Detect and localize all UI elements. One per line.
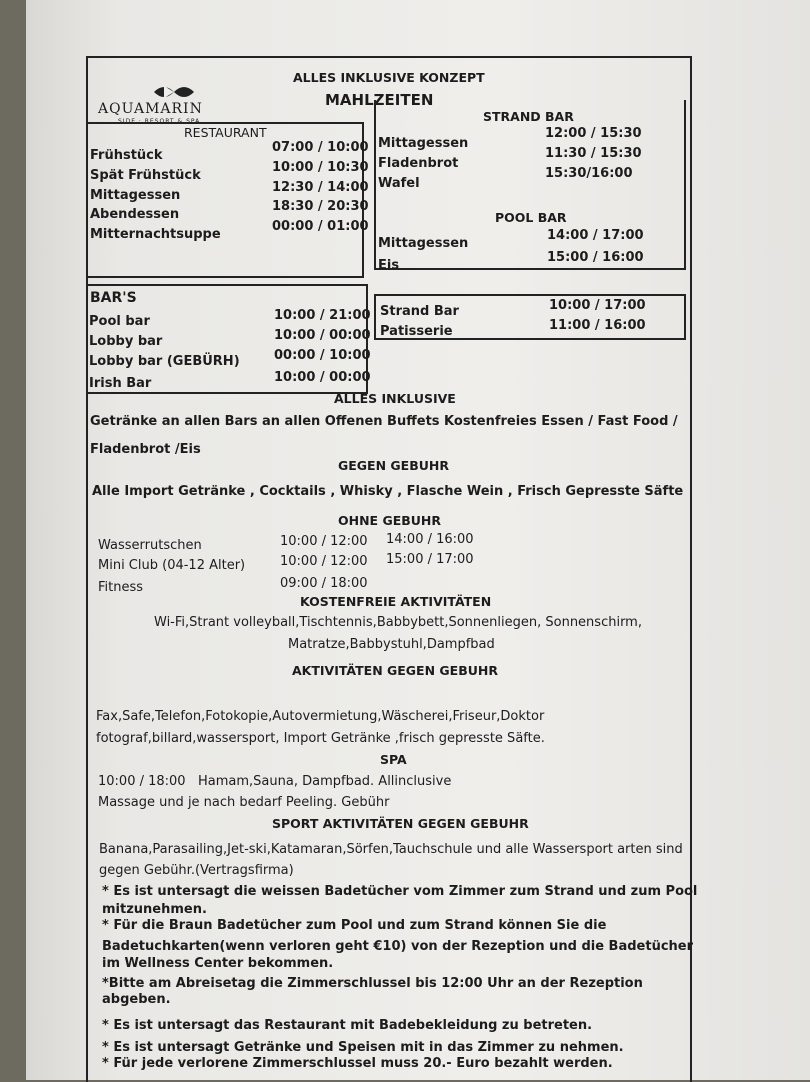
- meals-title: MAHLZEITEN: [325, 91, 434, 109]
- pool-bar-row-label: Eis: [378, 258, 400, 273]
- ohne-gebuhr-row-time-1: 10:00 / 12:00: [280, 534, 368, 549]
- bars-right-row-label: Strand Bar: [380, 304, 459, 319]
- sport-heading: SPORT AKTIVITÄTEN GEGEN GEBUHR: [272, 816, 529, 831]
- pool-bar-heading: POOL BAR: [495, 210, 567, 225]
- restaurant-row-time: 10:00 / 10:30: [272, 160, 369, 175]
- page-title: ALLES INKLUSIVE KONZEPT: [293, 70, 485, 85]
- rule-note-line: * Für jede verlorene Zimmerschlussel muss 20.- Euro bezahlt werden.: [102, 1056, 613, 1071]
- bars-row-time: 00:00 / 10:00: [274, 348, 371, 363]
- restaurant-heading: RESTAURANT: [184, 125, 267, 140]
- rule-note-line: * Es ist untersagt die weissen Badetücher vom Zimmer zum Strand und zum Pool: [102, 884, 698, 899]
- ohne-gebuhr-row-label: Mini Club (04-12 Alter): [98, 558, 246, 573]
- strand-bar-row-time: 11:30 / 15:30: [545, 146, 642, 161]
- pool-bar-row-label: Mittagessen: [378, 236, 469, 251]
- logo-subtitle: SIDE · RESORT & SPA: [118, 118, 201, 125]
- bars-row-time: 10:00 / 21:00: [274, 308, 371, 323]
- ohne-gebuhr-heading: OHNE GEBUHR: [338, 513, 442, 528]
- bars-right-row-time: 10:00 / 17:00: [549, 298, 646, 313]
- kostenfreie-heading: KOSTENFREIE AKTIVITÄTEN: [300, 594, 492, 609]
- aquamarin-logo-icon: [152, 82, 196, 102]
- aktivitaten-gebuhr-heading: AKTIVITÄTEN GEGEN GEBUHR: [292, 663, 498, 678]
- rule-note-line: * Für die Braun Badetücher zum Pool und zum Strand können Sie die: [102, 918, 607, 933]
- spa-line-2: Massage und je nach bedarf Peeling. Gebühr: [98, 795, 390, 810]
- strand-bar-row-time: 12:00 / 15:30: [545, 126, 642, 141]
- strand-bar-row-label: Mittagessen: [378, 136, 469, 151]
- restaurant-row-time: 18:30 / 20:30: [272, 199, 369, 214]
- bars-heading: BAR'S: [90, 290, 137, 306]
- gegen-gebuhr-heading: GEGEN GEBUHR: [338, 458, 449, 473]
- kostenfreie-line-2: Matratze,Babbystuhl,Dampfbad: [288, 637, 495, 652]
- kostenfreie-line-1: Wi-Fi,Strant volleyball,Tischtennis,Babbybett,Sonnenliegen, Sonnenschirm,: [154, 615, 642, 630]
- rule-note-line: * Es ist untersagt Getränke und Speisen mit in das Zimmer zu nehmen.: [102, 1040, 624, 1055]
- rule-note-line: abgeben.: [102, 992, 171, 1007]
- pool-bar-row-time: 14:00 / 17:00: [547, 228, 644, 243]
- strand-bar-row-label: Wafel: [378, 176, 420, 191]
- rule-note-line: Badetuchkarten(wenn verloren geht €10) von der Rezeption und die Badetücher: [102, 939, 694, 954]
- bars-row-label: Pool bar: [89, 314, 150, 329]
- restaurant-row-time: 00:00 / 01:00: [272, 219, 369, 234]
- bars-row-label: Lobby bar: [89, 334, 163, 349]
- bars-row-time: 10:00 / 00:00: [274, 328, 371, 343]
- restaurant-row-label: Mitternachtsuppe: [90, 227, 221, 242]
- bars-right-row-label: Patisserie: [380, 324, 453, 339]
- sport-line-1: Banana,Parasailing,Jet-ski,Katamaran,Sörfen,Tauchschule und alle Wassersport arten sind: [99, 842, 683, 857]
- rule-note-line: im Wellness Center bekommen.: [102, 956, 334, 971]
- strand-bar-row-label: Fladenbrot: [378, 156, 459, 171]
- restaurant-row-label: Spät Frühstück: [90, 168, 201, 183]
- restaurant-row-label: Abendessen: [90, 207, 180, 222]
- rule-note-line: *Bitte am Abreisetag die Zimmerschlussel bis 12:00 Uhr an der Rezeption: [102, 976, 643, 991]
- restaurant-row-time: 07:00 / 10:00: [272, 140, 369, 155]
- alles-inklusive-line-2: Fladenbrot /Eis: [90, 442, 201, 457]
- alles-inklusive-line-1: Getränke an allen Bars an allen Offenen Buffets Kostenfreies Essen / Fast Food /: [90, 414, 678, 429]
- ohne-gebuhr-row-label: Wasserrutschen: [98, 538, 202, 553]
- bars-row-label: Irish Bar: [89, 376, 152, 391]
- alles-inklusive-heading: ALLES INKLUSIVE: [334, 391, 456, 406]
- bars-right-row-time: 11:00 / 16:00: [549, 318, 646, 333]
- restaurant-row-time: 12:30 / 14:00: [272, 180, 369, 195]
- strand-bar-row-time: 15:30/16:00: [545, 166, 633, 181]
- restaurant-box-footer: [86, 258, 364, 278]
- bars-row-label: Lobby bar (GEBÜRH): [89, 354, 240, 369]
- restaurant-row-label: Frühstück: [90, 148, 163, 163]
- ohne-gebuhr-row-time-1: 09:00 / 18:00: [280, 576, 368, 591]
- bars-row-time: 10:00 / 00:00: [274, 370, 371, 385]
- spa-heading: SPA: [380, 752, 407, 767]
- spa-time: 10:00 / 18:00: [98, 774, 186, 789]
- logo-name: AQUAMARIN: [98, 101, 203, 117]
- ohne-gebuhr-row-time-1: 10:00 / 12:00: [280, 554, 368, 569]
- sport-line-2: gegen Gebühr.(Vertragsfirma): [99, 863, 294, 878]
- ohne-gebuhr-row-label: Fitness: [98, 580, 144, 595]
- aktivitaten-gebuhr-line-1: Fax,Safe,Telefon,Fotokopie,Autovermietung,Wäscherei,Friseur,Doktor: [96, 709, 545, 724]
- restaurant-row-label: Mittagessen: [90, 188, 181, 203]
- aktivitaten-gebuhr-line-2: fotograf,billard,wassersport, Import Getränke ,frisch gepresste Säfte.: [96, 731, 545, 746]
- strand-bar-heading: STRAND BAR: [483, 109, 574, 124]
- rule-note-line: mitzunehmen.: [102, 902, 207, 917]
- rule-note-line: * Es ist untersagt das Restaurant mit Badebekleidung zu betreten.: [102, 1018, 593, 1033]
- ohne-gebuhr-row-time-2: 14:00 / 16:00: [386, 532, 474, 547]
- ohne-gebuhr-row-time-2: 15:00 / 17:00: [386, 552, 474, 567]
- spa-line-1: Hamam,Sauna, Dampfbad. Allinclusive: [198, 774, 452, 789]
- pool-bar-row-time: 15:00 / 16:00: [547, 250, 644, 265]
- gegen-gebuhr-text: Alle Import Getränke , Cocktails , Whisky , Flasche Wein , Frisch Gepresste Säfte: [92, 484, 684, 499]
